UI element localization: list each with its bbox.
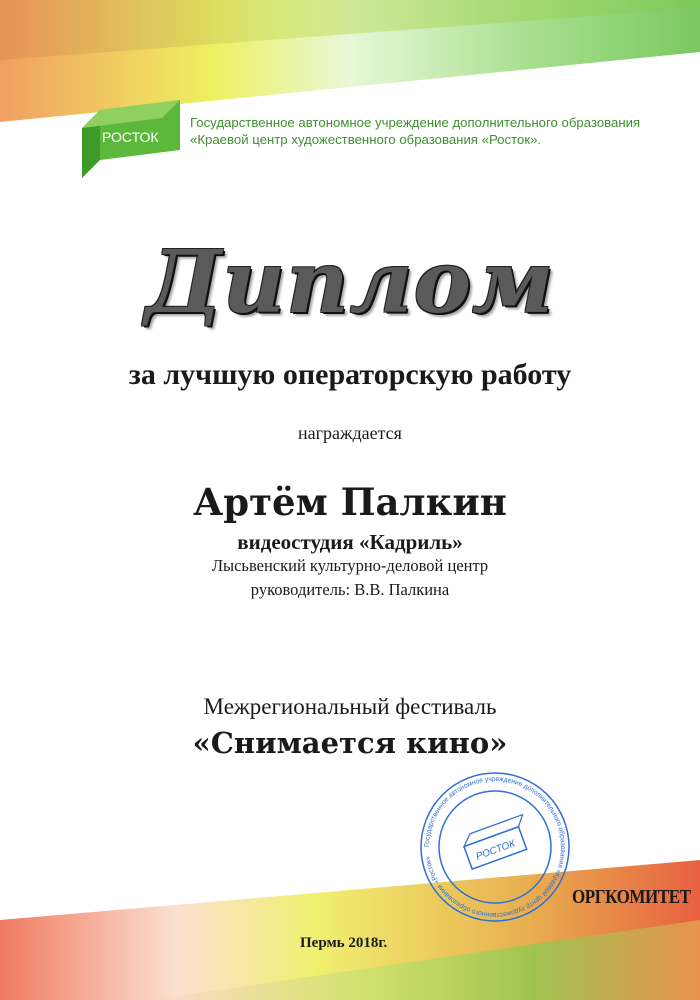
- diploma-title: Диплом: [145, 232, 555, 333]
- organization-header: [190, 114, 640, 148]
- city-year: Пермь 2018г.: [300, 935, 388, 951]
- festival-name: «Снимается кино»: [192, 726, 508, 760]
- official-stamp: [420, 772, 570, 922]
- organization-line-1: Государственное автономное учреждение дополнительного образования: [190, 115, 641, 130]
- rostok-logo: [80, 98, 184, 180]
- stamp-logo-text: РОСТОК: [474, 838, 517, 863]
- awarded-label: награждается: [298, 423, 402, 443]
- diploma-subtitle: за лучшую операторскую работу: [128, 358, 572, 391]
- organizer-label: ОРГКОМИТЕТ: [572, 886, 691, 908]
- institution-name: Лысьвенский культурно-деловой центр: [211, 556, 489, 575]
- festival-label: Межрегиональный фестиваль: [203, 694, 497, 719]
- supervisor: руководитель: В.В. Палкина: [250, 580, 450, 599]
- stamp-ring-text: Государственное автономное учреждение дополнительного образования «Краевой центр художественного образования «Росток»: [423, 775, 567, 919]
- studio-name: видеостудия «Кадриль»: [237, 530, 463, 554]
- logo-text: РОСТОК: [102, 129, 159, 145]
- organization-line-2: «Краевой центр художественного образования «Росток».: [190, 132, 542, 147]
- recipient-name: Артём Палкин: [193, 480, 507, 524]
